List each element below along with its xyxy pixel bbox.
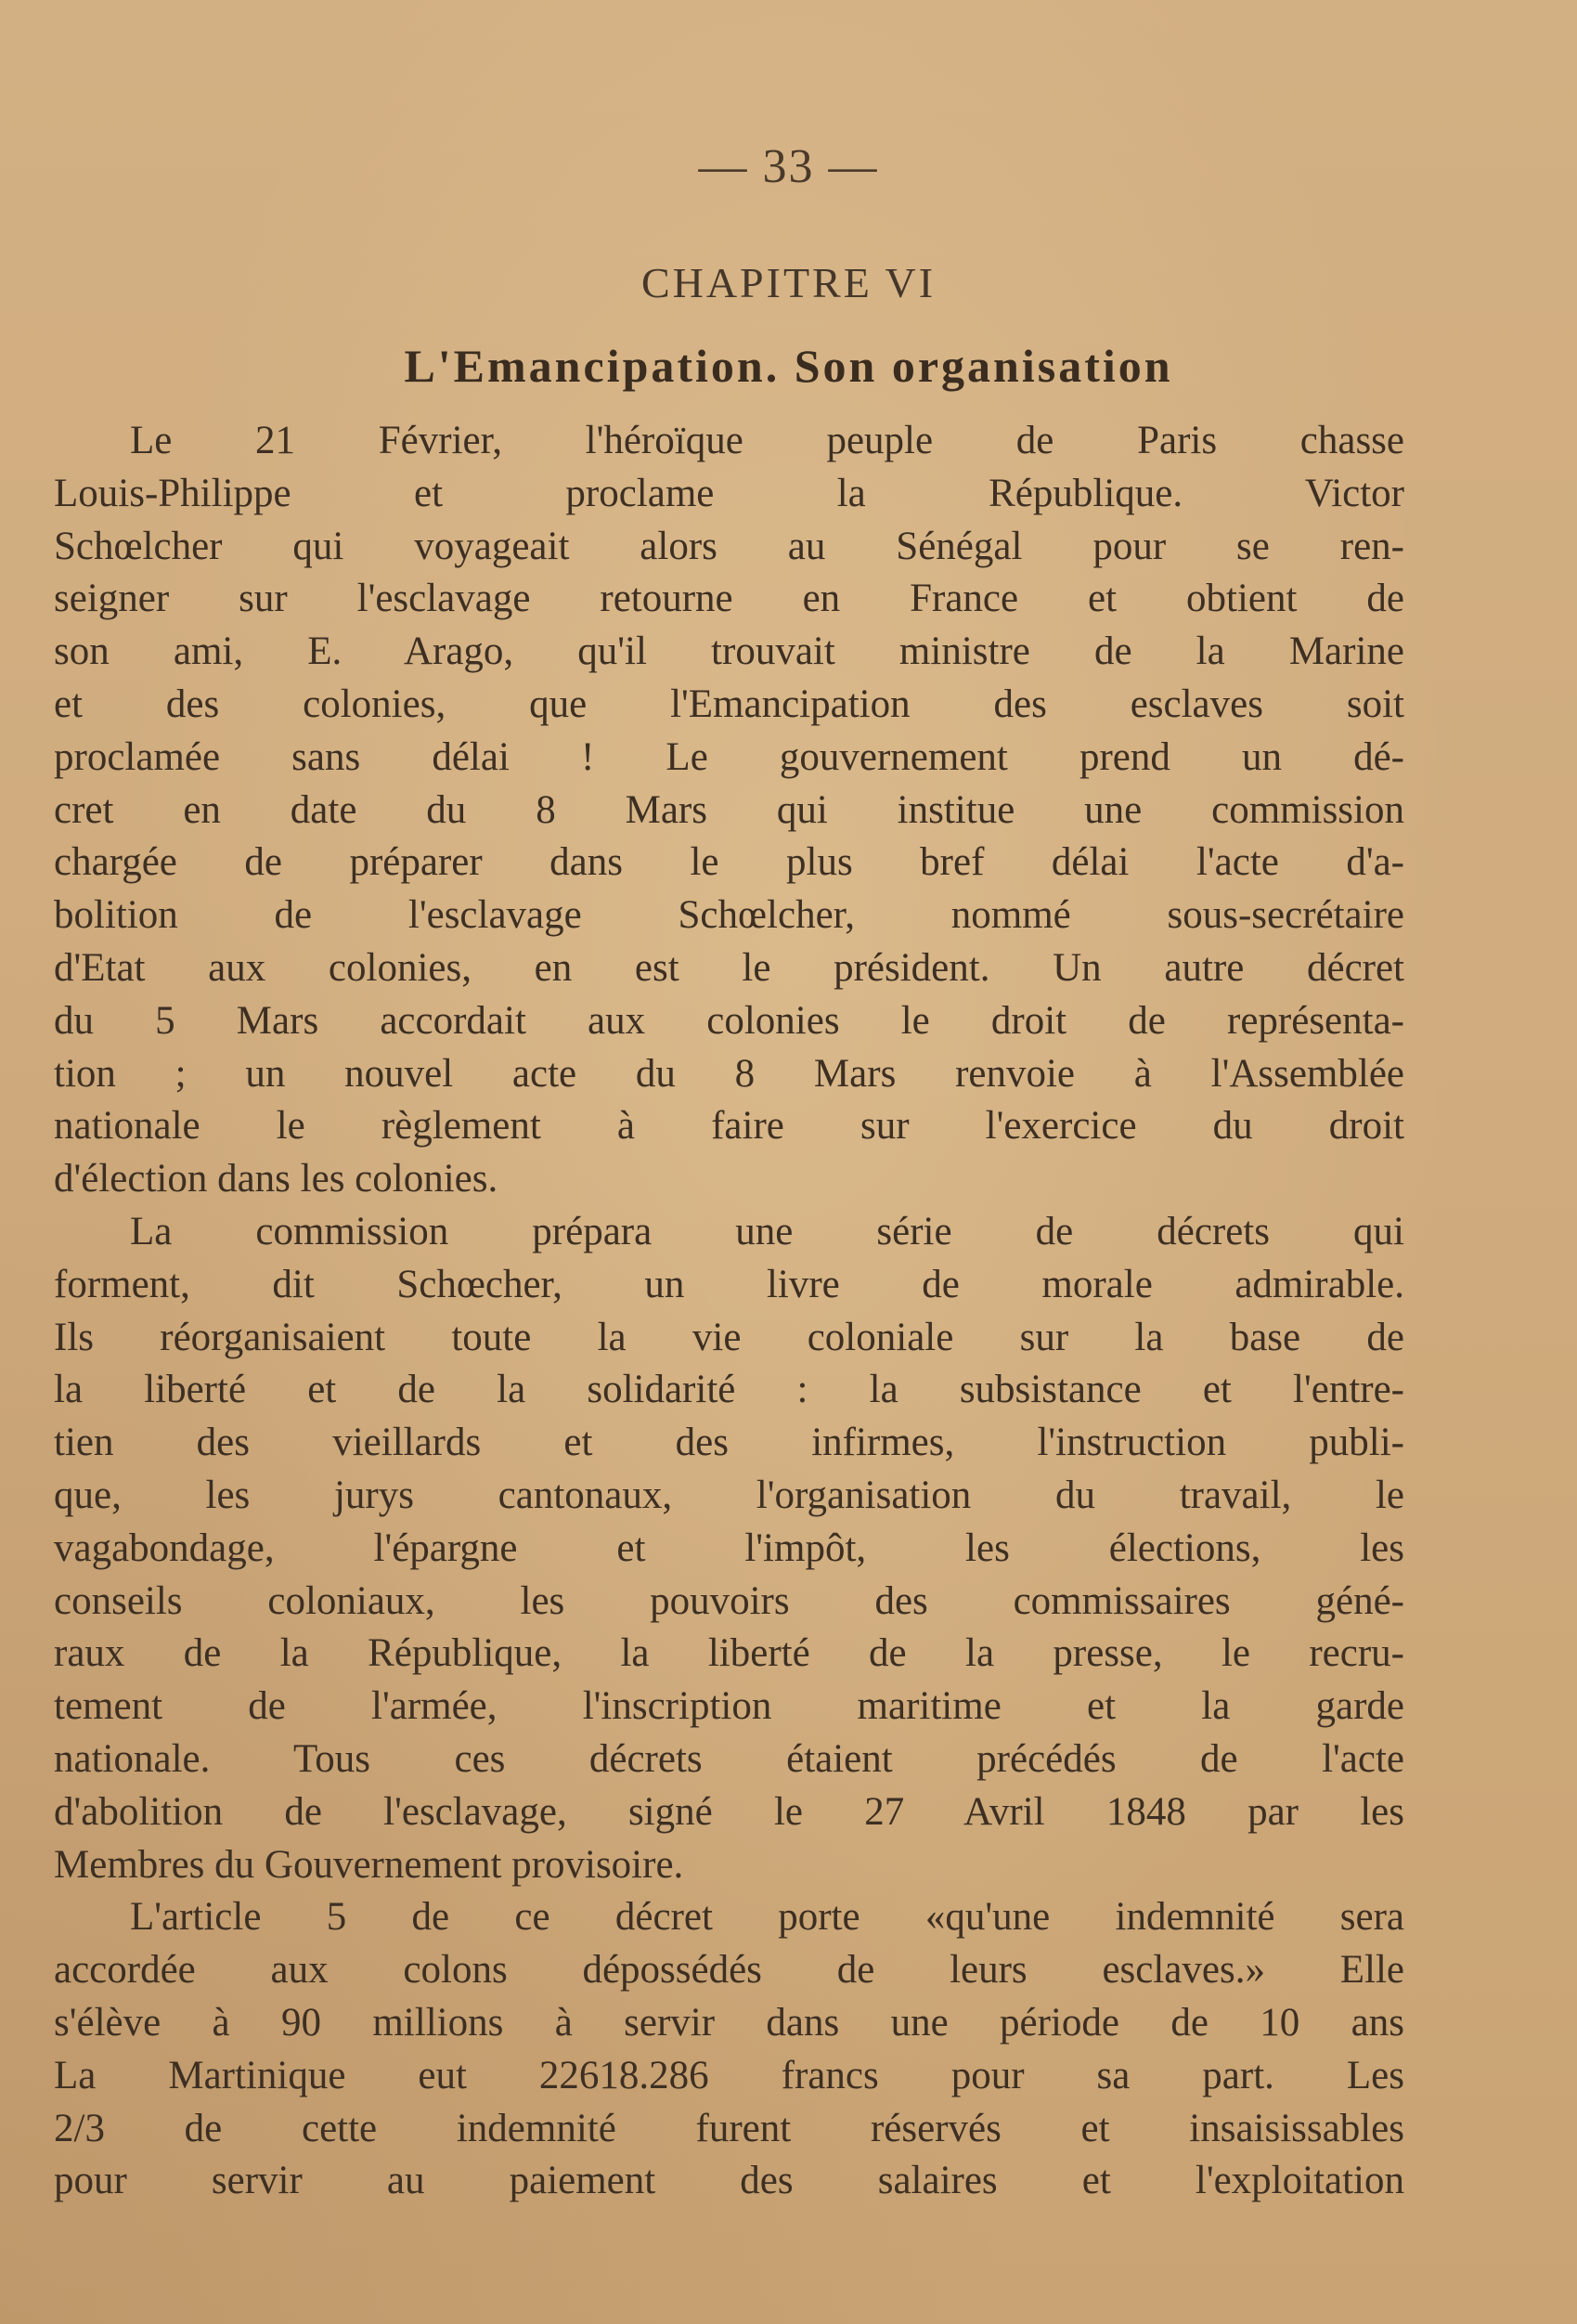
text-line: chargée de préparer dans le plus bref délai l'acte d'a- xyxy=(54,840,1404,885)
text-line: vagabondage, l'épargne et l'impôt, les élections, les xyxy=(54,1526,1404,1570)
text-line: conseils coloniaux, les pouvoirs des commissaires géné- xyxy=(54,1578,1404,1623)
body-text xyxy=(54,415,1404,2208)
text-line: Schœlcher qui voyageait alors au Sénégal pour se ren- xyxy=(54,524,1404,568)
text-line: Ils réorganisaient toute la vie coloniale sur la base de xyxy=(54,1315,1404,1359)
text-line: seigner sur l'esclavage retourne en France et obtient de xyxy=(54,577,1404,621)
text-line: du 5 Mars accordait aux colonies le droit de représenta- xyxy=(54,998,1404,1043)
text-line: accordée aux colons dépossédés de leurs esclaves.» Elle xyxy=(54,1948,1404,1993)
chapter-title: L'Emancipation. Son organisation xyxy=(404,340,1173,392)
text-line: raux de la République, la liberté de la presse, le recru- xyxy=(54,1631,1404,1676)
text-line: bolition de l'esclavage Schœlcher, nommé sous-secrétaire xyxy=(54,893,1404,938)
text-line: tien des vieillards et des infirmes, l'instruction publi- xyxy=(54,1421,1404,1465)
paragraph xyxy=(54,1206,1404,1891)
text-line: cret en date du 8 Mars qui institue une commission xyxy=(54,787,1404,832)
text-line: La commission prépara une série de décrets qui xyxy=(130,1209,1404,1253)
text-line: son ami, E. Arago, qu'il trouvait ministre de la Marine xyxy=(54,630,1404,674)
text-line: nationale le règlement à faire sur l'exercice du droit xyxy=(54,1104,1404,1149)
text-line: s'élève à 90 millions à servir dans une période de 10 ans xyxy=(54,2000,1404,2045)
paragraph xyxy=(54,415,1404,1206)
text-line: L'article 5 de ce décret porte «qu'une indemnité sera xyxy=(130,1895,1404,1940)
text-line: La Martinique eut 22618.286 francs pour sa part. Les xyxy=(54,2053,1404,2097)
text-line: la liberté et de la solidarité : la subsistance et l'entre- xyxy=(54,1368,1404,1412)
text-line: d'Etat aux colonies, en est le président. Un autre décret xyxy=(54,945,1404,990)
text-line: proclamée sans délai ! Le gouvernement prend un dé- xyxy=(54,734,1404,779)
chapter-heading: CHAPITRE VI xyxy=(640,259,937,306)
paragraph xyxy=(54,1891,1404,2208)
text-line: 2/3 de cette indemnité furent réservés et insaisissables xyxy=(54,2106,1404,2150)
text-line: Le 21 Février, l'héroïque peuple de Paris chasse xyxy=(130,419,1404,462)
text-line: Louis-Philippe et proclame la République. Victor xyxy=(54,471,1404,515)
text-line: d'abolition de l'esclavage, signé le 27 Avril 1848 par les xyxy=(54,1789,1404,1834)
text-line: nationale. Tous ces décrets étaient précédés de l'acte xyxy=(54,1736,1404,1781)
text-line: forment, dit Schœcher, un livre de morale admirable. xyxy=(54,1262,1404,1306)
page-number: — 33 — xyxy=(698,140,879,193)
text-line: tement de l'armée, l'inscription maritime et la garde xyxy=(54,1684,1404,1729)
text-line: tion ; un nouvel acte du 8 Mars renvoie à l'Assemblée xyxy=(54,1051,1404,1096)
text-line: que, les jurys cantonaux, l'organisation du travail, le xyxy=(54,1473,1404,1517)
text-line: Membres du Gouvernement provisoire. xyxy=(54,1842,684,1887)
text-line: d'élection dans les colonies. xyxy=(54,1157,498,1201)
text-line: et des colonies, que l'Emancipation des esclaves soit xyxy=(54,682,1404,726)
text-line: pour servir au paiement des salaires et l'exploitation xyxy=(54,2159,1404,2203)
